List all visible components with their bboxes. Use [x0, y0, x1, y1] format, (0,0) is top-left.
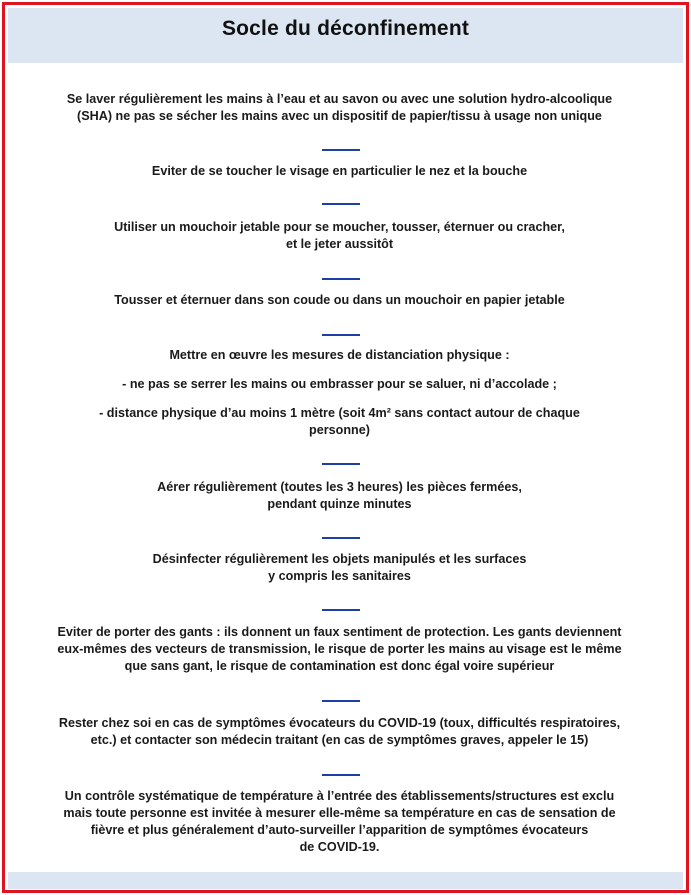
rule-temperature-check	[12, 788, 667, 856]
rule-line: et le jeter aussitôt	[285, 237, 394, 251]
rule-line: de COVID-19.	[299, 840, 380, 854]
rule-line: mais toute personne est invitée à mesurer elle-même sa température en cas de sensation de	[63, 806, 616, 820]
rule-line: Désinfecter régulièrement les objets manipulés et les surfaces	[152, 552, 527, 566]
rule-line: Eviter de porter des gants : ils donnent un faux sentiment de protection. Les gants deviennent	[57, 625, 622, 639]
rule-line: Eviter de se toucher le visage en particulier le nez et la bouche	[151, 164, 528, 178]
separator-line	[322, 463, 360, 465]
rule-distancing-intro	[12, 347, 667, 364]
rule-line: Rester chez soi en cas de symptômes évocateurs du COVID-19 (toux, difficultés respiratoires,	[58, 716, 621, 730]
rule-distancing-item-greeting	[12, 376, 667, 393]
separator-line	[322, 700, 360, 702]
title-band	[8, 8, 683, 63]
separator-line	[322, 149, 360, 151]
separator-line	[322, 334, 360, 336]
rule-line: Aérer régulièrement (toutes les 3 heures) les pièces fermées,	[157, 480, 522, 494]
separator-line	[322, 609, 360, 611]
rule-line: Tousser et éternuer dans son coude ou dans un mouchoir en papier jetable	[114, 293, 565, 307]
rule-ventilation	[12, 479, 667, 513]
rule-stay-home	[12, 715, 667, 749]
separator-line	[322, 774, 360, 776]
separator-line	[322, 278, 360, 280]
rule-distancing-item-distance	[12, 405, 667, 439]
rule-line: personne)	[309, 423, 370, 437]
rule-face-touching	[12, 163, 667, 180]
rule-line: que sans gant, le risque de contamination est donc égal voire supérieur	[124, 659, 555, 673]
rule-line: etc.) et contacter son médecin traitant (en cas de symptômes graves, appeler le 15)	[90, 733, 589, 747]
rule-line: Se laver régulièrement les mains à l’eau et au savon ou avec une solution hydro-alcoolique	[66, 92, 613, 106]
document-frame	[2, 2, 689, 893]
rule-line: (SHA) ne pas se sécher les mains avec un dispositif de papier/tissu à usage non unique	[77, 109, 602, 123]
page-title: Socle du déconfinement	[221, 17, 470, 40]
rule-cough-elbow	[12, 292, 667, 309]
separator-line	[322, 203, 360, 205]
rule-line: - ne pas se serrer les mains ou embrasser pour se saluer, ni d’accolade ;	[122, 377, 557, 391]
rule-line: Un contrôle systématique de température à l’entrée des établissements/structures est exclu	[64, 789, 615, 803]
rule-line: Mettre en œuvre les mesures de distanciation physique :	[169, 348, 510, 362]
rule-line: fièvre et plus généralement d’auto-surveiller l’apparition de symptômes évocateurs	[90, 823, 589, 837]
rule-tissue	[12, 219, 667, 253]
rule-hand-washing	[12, 91, 667, 125]
rule-disinfection	[12, 551, 667, 585]
rule-line: pendant quinze minutes	[267, 497, 412, 511]
rule-line: Utiliser un mouchoir jetable pour se moucher, tousser, éternuer ou cracher,	[114, 220, 565, 234]
separator-line	[322, 537, 360, 539]
rule-line: y compris les sanitaires	[268, 569, 411, 583]
rule-line: eux-mêmes des vecteurs de transmission, le risque de porter les mains au visage est le même	[57, 642, 622, 656]
rule-line: - distance physique d’au moins 1 mètre (soit 4m² sans contact autour de chaque	[99, 406, 580, 420]
footer-band	[8, 872, 683, 889]
rule-gloves	[12, 624, 667, 675]
